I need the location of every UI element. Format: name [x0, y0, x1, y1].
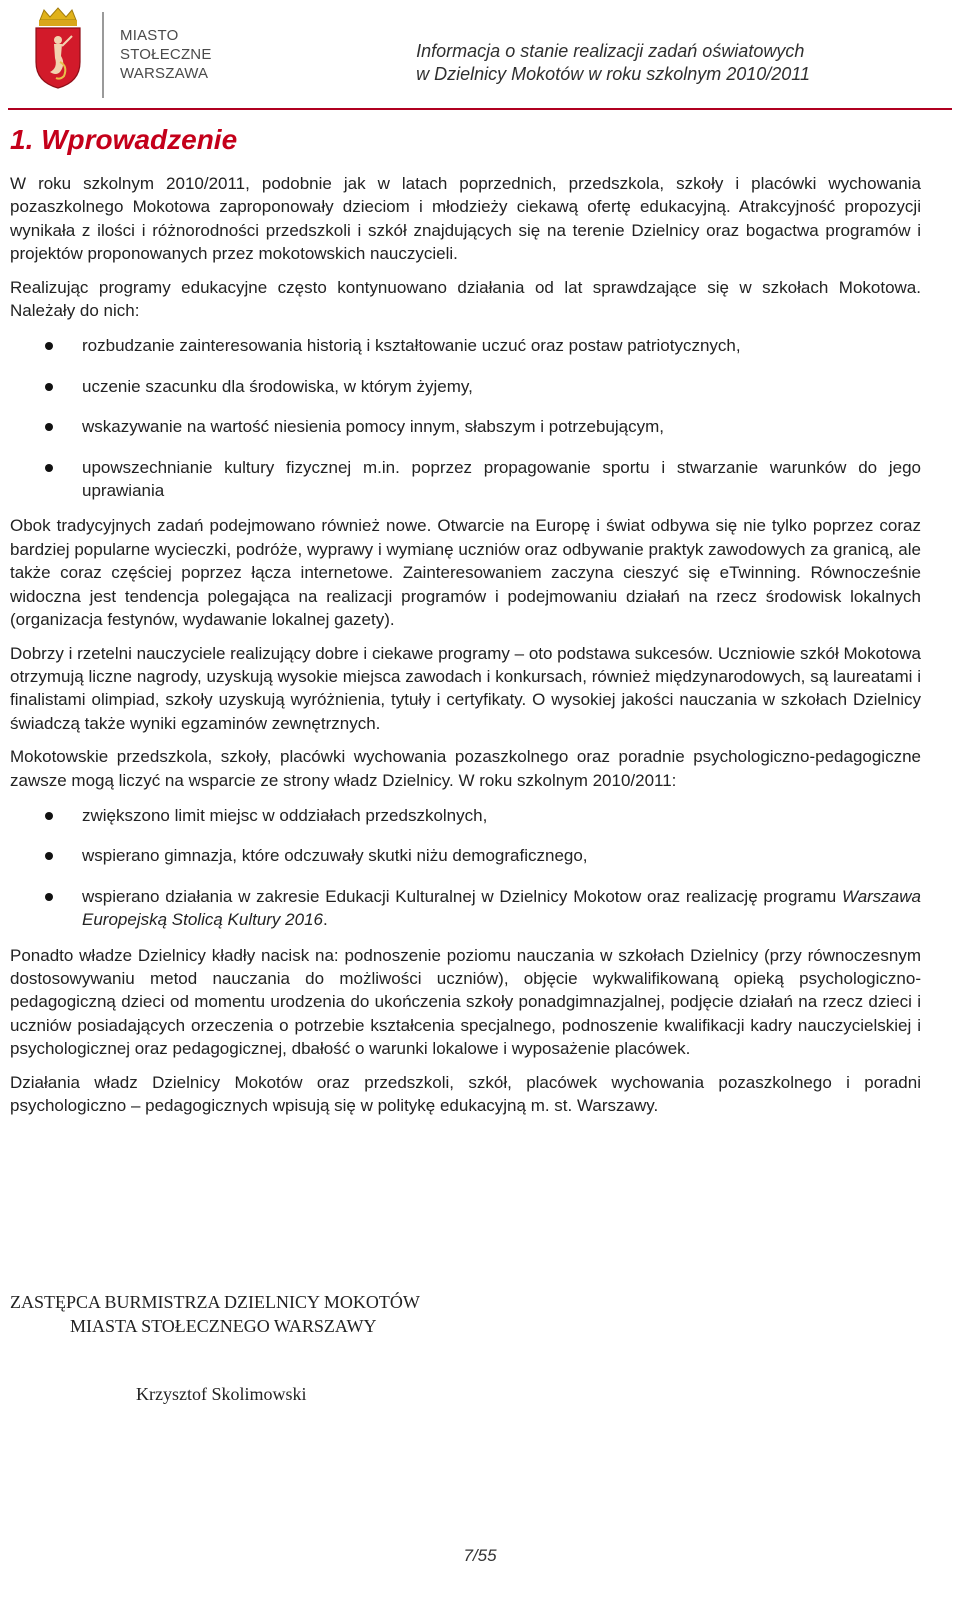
list-item-text: zwiększono limit miejsc w oddziałach przedszkolnych, [82, 805, 488, 825]
list-item [10, 804, 921, 827]
paragraph-7: Działania władz Dzielnicy Mokotów oraz przedszkoli, szkół, placówek wychowania pozaszkolnego i poradni psychologiczno – pedagogicznych wpisują się w politykę edukacyjną m. st. Warszawy. [10, 1072, 921, 1115]
city-line-2: STOŁECZNE [120, 46, 212, 63]
bullet-icon [45, 464, 53, 472]
paragraph-6: Ponadto władze Dzielnicy kładły nacisk na: podnoszenie poziomu nauczania w szkołach Dzielnicy (przy równoczesnym dostosowywaniu metod nauczania do możliwości uczniów), objęcie wykwalifikowaną opieką psychologiczno-pedagogiczną dzieci od momentu urodzenia do ukończenia szkoły ponadgimnazjalnej, podjęcie działań na rzecz dzieci i uczniów posiadających orzeczenia o potrzebie kształcenia specjalnego, podnoszenie kwalifikacji kadry nauczycielskiej i psychologicznej oraz pedagogicznej, dbałość o warunki lokalowe i wyposażenie placówek. [10, 945, 921, 1059]
header-rule [8, 108, 952, 110]
list-item-text: upowszechnianie kultury fizycznej m.in. poprzez propagowanie sportu i stwarzanie warunków do jego uprawiania [82, 457, 921, 501]
bullet-icon [45, 383, 53, 391]
bullet-icon [45, 893, 53, 901]
document-title-line-1: Informacja o stanie realizacji zadań oświatowych [416, 41, 805, 61]
paragraph-2: Realizując programy edukacyjne często kontynuowano działania od lat sprawdzające się w szkołach Mokotowa. Należały do nich: [10, 277, 921, 321]
paragraph-1: W roku szkolnym 2010/2011, podobnie jak w latach poprzednich, przedszkola, szkoły i placówki wychowania pozaszkolnego Mokotowa zaproponowały dzieciom i młodzieży ciekawą ofertę edukacyjną. Atrakcyjność propozycji wynikała z ilości i różnorodności przedszkoli i szkół znajdujących się na terenie Dzielnicy oraz bogactwa programów i projektów proponowanych przez mokotowskich nauczycieli. [10, 174, 921, 264]
bullet-icon [45, 423, 53, 431]
list-item [10, 334, 921, 357]
list-item-text: rozbudzanie zainteresowania historią i kształtowanie uczuć oraz postaw patriotycznych, [82, 336, 741, 356]
signer-name: Krzysztof Skolimowski [136, 1384, 307, 1404]
paragraph-5: Mokotowskie przedszkola, szkoły, placówki wychowania pozaszkolnego oraz poradnie psychologiczno-pedagogiczne zawsze mogą liczyć na wsparcie ze strony władz Dzielnicy. W roku szkolnym 2010/2011: [10, 747, 921, 790]
bullet-icon [45, 812, 53, 820]
list-item [10, 844, 921, 867]
warsaw-crest-icon [30, 6, 86, 90]
city-logo-text [120, 26, 212, 83]
paragraph-3: Obok tradycyjnych zadań podejmowano również nowe. Otwarcie na Europę i świat odbywa się nie tylko poprzez coraz bardziej popularne wycieczki, podróże, wyprawy i wymianę uczniów oraz odbywanie praktyk zawodowych za granicą, ale także coraz częściej poprzez łącza internetowe. Zainteresowaniem zaczyna cieszyć się eTwinning. Równocześnie widoczna jest tendencja polegająca na realizacji programów i podejmowaniu działań na rzecz środowisk lokalnych (organizacja festynów, wydawanie lokalnej gazety). [10, 516, 921, 630]
list-item-end: . [322, 910, 328, 930]
city-line-1: MIASTO [120, 27, 179, 44]
bullet-icon [45, 852, 53, 860]
list-item-text: uczenie szacunku dla środowiska, w którym żyjemy, [82, 376, 473, 396]
document-title-line-2: w Dzielnicy Mokotów w roku szkolnym 2010/2011 [416, 64, 810, 84]
program-name: Warszawa Europejską Stolicą Kultury 2016 [82, 886, 921, 930]
list-item [10, 885, 921, 932]
section-heading: 1. Wprowadzenie [10, 124, 238, 155]
page-number: 7/55 [463, 1546, 497, 1565]
list-item [10, 415, 921, 438]
city-line-3: WARSZAWA [120, 65, 209, 82]
list-item-text: wskazywanie na wartość niesienia pomocy innym, słabszym i potrzebującym, [82, 417, 665, 437]
document-title [416, 40, 810, 86]
document-body [10, 172, 921, 1127]
header-divider [102, 12, 104, 98]
paragraph-4: Dobrzy i rzetelni nauczyciele realizujący dobre i ciekawe programy – oto podstawa sukcesów. Uczniowie szkół Mokotowa otrzymują liczne nagrody, uzyskują wysokie miejsca zawodach i konkursach, również międzynarodowych, są laureatami i finalistami olimpiad, szkoły uzyskują wyróżnienia, tytuły i certyfikaty. O wysokiej jakości nauczania w szkołach Dzielnicy świadczą także wyniki egzaminów zewnętrznych. [10, 643, 921, 733]
list-item [10, 456, 921, 503]
signature-title-line-2: MIASTA STOŁECZNEGO WARSZAWY [70, 1316, 377, 1336]
list-item-text: wspierano działania w zakresie Edukacji Kulturalnej w Dzielnicy Mokotow oraz realizację programu [82, 886, 842, 906]
signature-title-line-1: ZASTĘPCA BURMISTRZA DZIELNICY MOKOTÓW [10, 1292, 420, 1312]
signature-block [10, 1290, 420, 1338]
list-item [10, 375, 921, 398]
bullet-list-1 [10, 334, 921, 502]
list-item-text: wspierano gimnazja, które odczuwały skutki niżu demograficznego, [82, 846, 588, 866]
bullet-icon [45, 342, 53, 350]
page-header [0, 0, 960, 118]
bullet-list-2 [10, 804, 921, 932]
